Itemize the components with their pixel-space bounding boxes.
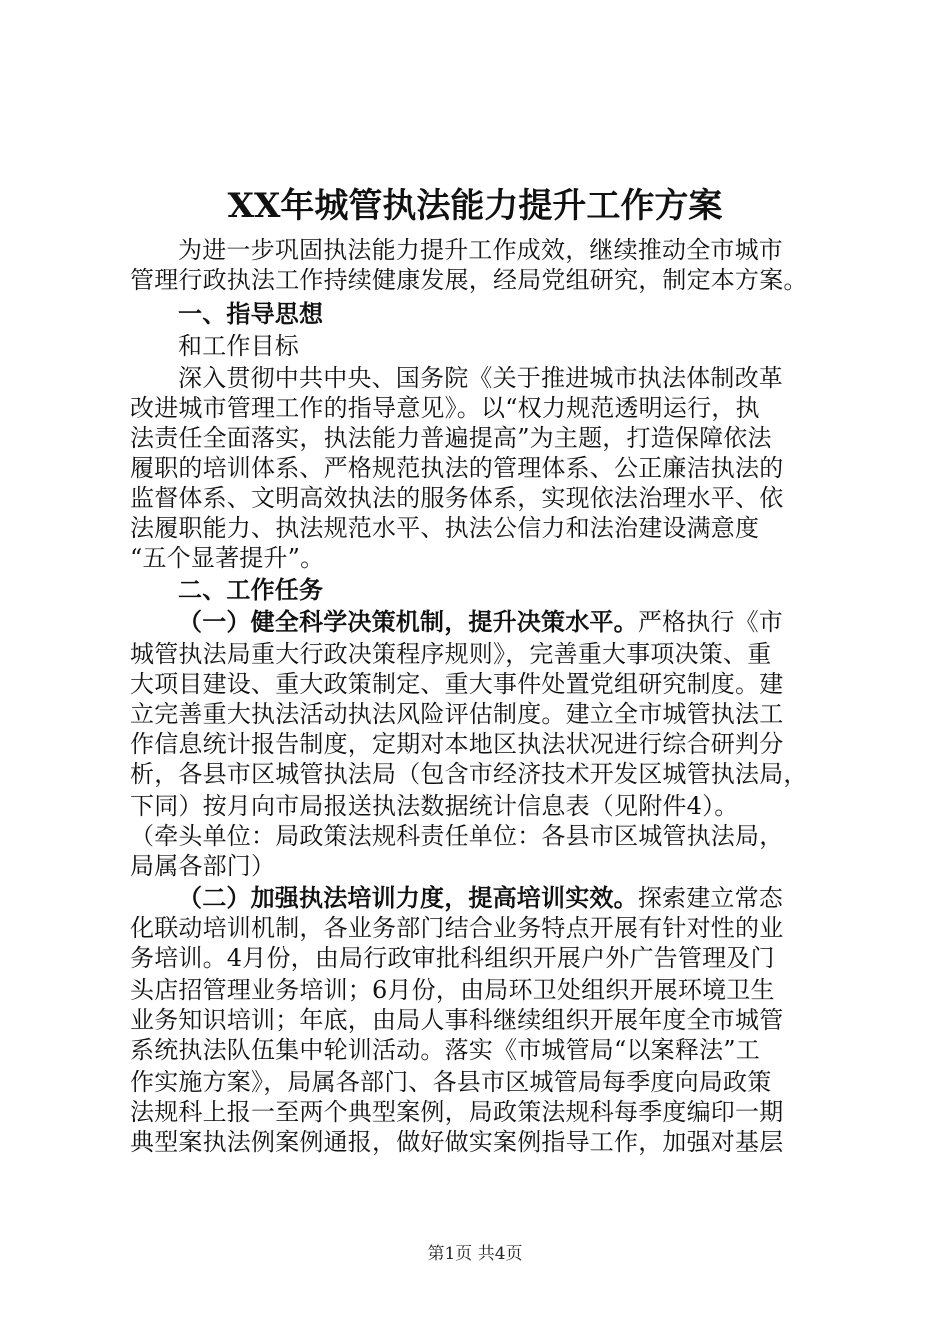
section-heading: （二）加强执法培训力度，提高培训实效。 xyxy=(178,883,638,912)
body-line xyxy=(130,1036,830,1064)
body-line xyxy=(178,236,878,264)
body-line xyxy=(130,792,830,820)
line-text: 化联动培训机制，各业务部门结合业务特点开展有针对性的业 xyxy=(130,914,784,942)
line-text: 城管执法局重大行政决策程序规则》，完善重大事项决策、重 xyxy=(130,640,772,668)
line-text: 严格执行《市 xyxy=(637,608,784,636)
line-text: 探索建立常态 xyxy=(637,884,784,912)
body-line xyxy=(130,424,830,452)
body-line xyxy=(178,884,878,912)
body-line xyxy=(178,364,878,392)
body-line xyxy=(130,1068,830,1096)
body-line xyxy=(130,640,830,668)
line-text: 典型案执法例案例通报，做好做实案例指导工作，加强对基层 xyxy=(130,1128,784,1156)
body-line xyxy=(130,760,830,788)
body-line xyxy=(130,454,830,482)
line-text: 管理行政执法工作持续健康发展，经局党组研究，制定本方案。 xyxy=(130,266,808,294)
line-text: 为进一步巩固执法能力提升工作成效，继续推动全市城市 xyxy=(178,236,783,264)
line-text: 法责任全面落实，执法能力普遍提高”为主题，打造保障依法 xyxy=(130,424,772,452)
body-line xyxy=(130,730,830,758)
line-text: 下同）按月向市局报送执法数据统计信息表（见附件4）。 xyxy=(130,792,739,820)
line-text: 二、工作任务 xyxy=(178,575,324,604)
line-text: 法履职能力、执法规范水平、执法公信力和法治建设满意度 xyxy=(130,514,760,542)
line-text: 业务知识培训；年底，由局人事科继续组织开展年度全市城管 xyxy=(130,1006,784,1034)
line-text: 法规科上报一至两个典型案例，局政策法规科每季度编印一期 xyxy=(130,1098,784,1126)
body-line xyxy=(130,822,830,850)
body-line xyxy=(130,944,830,972)
line-text: 作实施方案》，局属各部门、各县市区城管局每季度向局政策 xyxy=(130,1068,772,1096)
body-line xyxy=(178,576,878,604)
body-line xyxy=(178,608,878,636)
body-line xyxy=(130,1098,830,1126)
line-text: 改进城市管理工作的指导意见》。以“权力规范透明运行，执 xyxy=(130,394,760,422)
line-text: 和工作目标 xyxy=(178,332,299,360)
body-line xyxy=(130,1128,830,1156)
line-text: 务培训。4月份，由局行政审批科组织开展户外广告管理及门 xyxy=(130,944,775,972)
body-line xyxy=(130,266,830,294)
body-line xyxy=(130,544,830,572)
line-text: 局属各部门） xyxy=(130,852,276,880)
line-text: 立完善重大执法活动执法风险评估制度。建立全市城管执法工 xyxy=(130,700,784,728)
body-line xyxy=(130,670,830,698)
line-text: 析，各县市区城管执法局（包含市经济技术开发区城管执法局， xyxy=(130,760,808,788)
body-line xyxy=(178,300,878,328)
body-line xyxy=(130,1006,830,1034)
body-line xyxy=(130,914,830,942)
line-text: 深入贯彻中共中央、国务院《关于推进城市执法体制改革 xyxy=(178,364,783,392)
body-line xyxy=(178,332,878,360)
line-text: “五个显著提升”。 xyxy=(130,544,325,572)
body-line xyxy=(130,514,830,542)
body-line xyxy=(130,484,830,512)
line-text: 一、指导思想 xyxy=(178,299,324,328)
body-line xyxy=(130,852,830,880)
line-text: 履职的培训体系、严格规范执法的管理体系、公正廉洁执法的 xyxy=(130,454,784,482)
line-text: 系统执法队伍集中轮训活动。落实《市城管局“以案释法”工 xyxy=(130,1036,760,1064)
line-text: 头店招管理业务培训；6月份，由局环卫处组织开展环境卫生 xyxy=(130,976,775,1004)
body-line xyxy=(130,976,830,1004)
page-number-footer: 第1页 共4页 xyxy=(427,1244,523,1264)
line-text: （牵头单位：局政策法规科责任单位：各县市区城管执法局， xyxy=(130,822,784,850)
line-text: 监督体系、文明高效执法的服务体系，实现依法治理水平、依 xyxy=(130,484,784,512)
line-text: 大项目建设、重大政策制定、重大事件处置党组研究制度。建 xyxy=(130,670,784,698)
document-title: XX年城管执法能力提升工作方案 xyxy=(227,186,723,226)
body-line xyxy=(130,700,830,728)
line-text: 作信息统计报告制度，定期对本地区执法状况进行综合研判分 xyxy=(130,730,784,758)
section-heading: （一）健全科学决策机制，提升决策水平。 xyxy=(178,607,638,636)
body-line xyxy=(130,394,830,422)
